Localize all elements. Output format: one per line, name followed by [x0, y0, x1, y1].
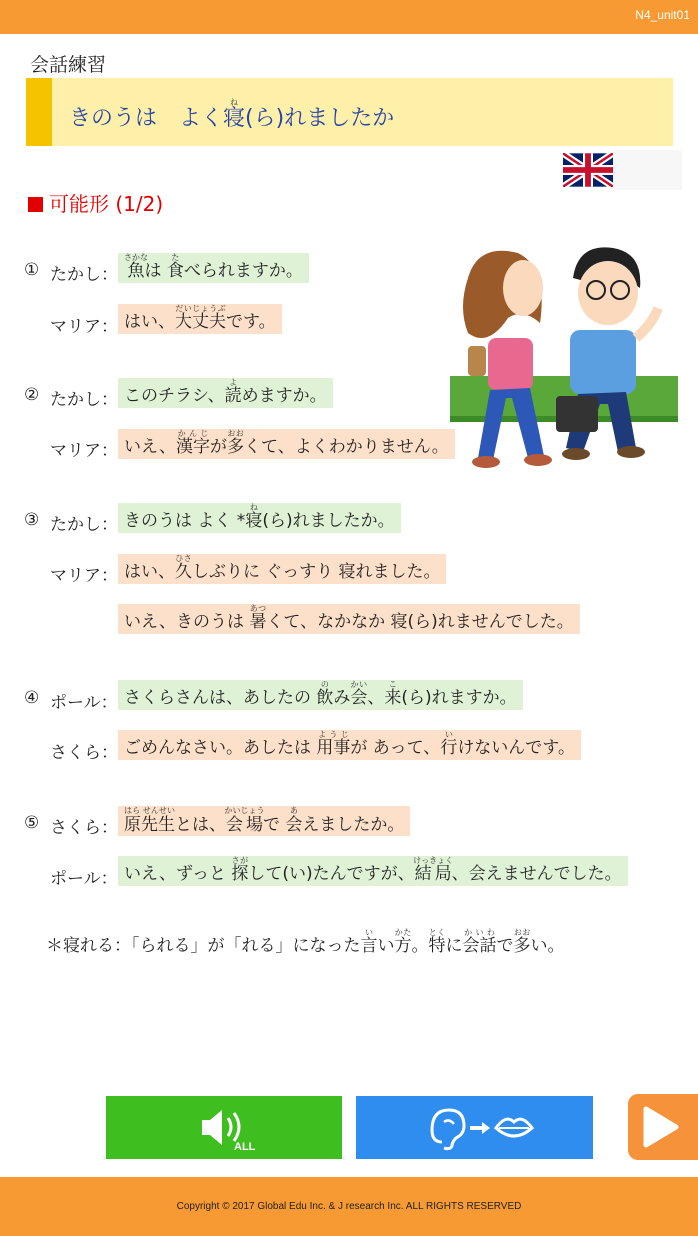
play-all-label: ALL	[234, 1141, 256, 1153]
uk-flag-icon[interactable]	[563, 153, 613, 187]
dialogue-number: ②	[24, 385, 40, 405]
speaker-label: たかし：	[50, 515, 118, 535]
students-illustration	[448, 238, 680, 474]
copyright: Copyright © 2017 Global Edu Inc. & J research Inc. ALL RIGHTS RESERVED	[176, 1201, 522, 1212]
subhead-square-icon	[28, 197, 43, 212]
unit-code: N4_unit01	[635, 8, 690, 22]
speaker-label: たかし：	[50, 390, 118, 410]
subhead-text: 可能形 (1/2)	[49, 192, 164, 216]
dialogue-line[interactable]: いえ、漢字かんじが多おおくて、よくわかりません。	[118, 429, 455, 459]
dialogue-line[interactable]: 原先生はら せんせいとは、会場かいじょうで 会あえましたか。	[118, 806, 410, 836]
dialogue-number: ⑤	[24, 813, 40, 833]
dialogue-line[interactable]: はい、久ひさしぶりに ぐっすり 寝れました。	[118, 554, 446, 584]
speaker-label: たかし：	[50, 265, 118, 285]
ear-to-lips-icon	[356, 1096, 593, 1159]
subhead	[28, 188, 163, 217]
section-title: 会話練習	[30, 54, 107, 76]
speaker-label: さくら：	[50, 818, 118, 838]
footnote: ＊寝れる：「られる」が「れる」になった言いい方かた。特とくに会話かいわで多おおい。	[46, 928, 565, 956]
lesson-title-ruby: 寝ね	[223, 98, 246, 131]
ear-icon	[432, 1110, 464, 1149]
play-all-button[interactable]	[106, 1096, 342, 1159]
speaker-label: ポール：	[50, 869, 118, 889]
speaker-label: マリア：	[50, 317, 118, 337]
repeat-mode-button[interactable]	[356, 1096, 593, 1159]
speaker-label: マリア：	[50, 566, 118, 586]
dialogue-line[interactable]: さくらさんは、あしたの 飲のみ会かい、来こ(ら)れますか。	[118, 680, 523, 710]
dialogue-line[interactable]: いえ、きのうは 暑あつくて、なかなか 寝(ら)れませんでした。	[118, 604, 580, 634]
speaker-label: さくら：	[50, 743, 118, 763]
banner-accent-bar	[26, 78, 52, 146]
dialogue-number: ①	[24, 260, 40, 280]
top-bar	[0, 0, 698, 34]
flag-shadow	[612, 150, 682, 190]
dialogue-line[interactable]: きのうは よく *寝ね(ら)れましたか。	[118, 503, 401, 533]
speaker-label: ポール：	[50, 693, 118, 713]
lesson-title	[69, 98, 394, 132]
dialogue-line[interactable]: いえ、ずっと 探さがして(い)たんですが、結局けっきょく、会えませんでした。	[118, 856, 628, 886]
dialogue-line[interactable]: ごめんなさい。あしたは 用事ようじが あって、行いけないんです。	[118, 730, 581, 760]
lesson-title-a: きのうは よく	[69, 106, 224, 131]
lesson-title-b: (ら)れましたか	[245, 106, 395, 131]
play-icon	[628, 1094, 698, 1160]
dialogue-line[interactable]: はい、大丈夫だいじょうぶです。	[118, 304, 282, 334]
dialogue-line[interactable]: このチラシ、読よめますか。	[118, 378, 333, 408]
dialogue-line[interactable]: 魚さかなは 食たべられますか。	[118, 253, 309, 283]
dialogue-number: ④	[24, 688, 40, 708]
next-button[interactable]	[628, 1094, 698, 1160]
dialogue-number: ③	[24, 510, 40, 530]
speaker-label: マリア：	[50, 441, 118, 461]
speaker-icon	[106, 1096, 342, 1159]
